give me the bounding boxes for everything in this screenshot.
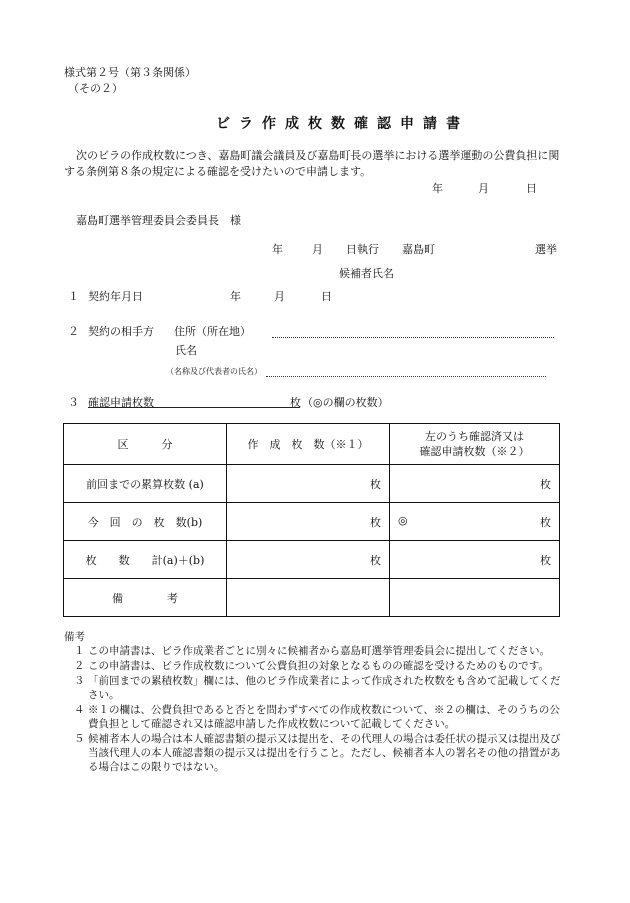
double-circle-mark: ◎: [398, 513, 408, 527]
addressee: 嘉島町選挙管理委員会委員長 様: [76, 214, 241, 227]
header-confirmed-line2: 確認申請枚数（※２）: [419, 445, 530, 458]
remarks-confirmed-cell[interactable]: [390, 579, 560, 617]
date-year: 年: [432, 182, 443, 195]
row-created-unit[interactable]: 枚: [227, 465, 390, 503]
note-number: ４: [74, 704, 85, 716]
header-confirmed-line1: 左のうち確認済又は: [425, 430, 524, 443]
party-name-line[interactable]: [266, 376, 546, 377]
election-town: 嘉島町: [402, 243, 435, 256]
row-created-unit[interactable]: 枚: [227, 541, 390, 579]
header-confirmed-count: [390, 424, 560, 465]
note-item: [64, 674, 569, 702]
requested-count-note: （◎の欄の枚数）: [302, 396, 389, 409]
note-text: この申請書は、ビラ作成業者ごとに別々に候補者から嘉島町選挙管理委員会に提出してください。: [88, 645, 550, 657]
note-text: ※１の欄は、公費負担であると否とを問わずすべての作成枚数について、※２の欄は、そのうちの公費負担として確認され又は確認申請した作成枚数について記載してください。: [88, 704, 560, 730]
table-header-row: [64, 424, 560, 465]
candidate-name-label: 候補者氏名: [339, 267, 394, 280]
row-created-unit[interactable]: 枚: [227, 503, 390, 541]
note-text: 「前回までの累積枚数」欄には、他のビラ作成業者によって作成された枚数をも含めて記載してください。: [88, 675, 561, 701]
count-table: [63, 423, 560, 617]
contract-day: 日: [321, 290, 332, 303]
document-title: ビラ作成枚数確認申請書: [216, 116, 469, 132]
note-number: １: [74, 645, 85, 657]
election-year: 年: [272, 243, 283, 256]
row-confirmed-unit: 枚: [540, 515, 551, 529]
requested-count-label: 確認申請枚数: [88, 396, 154, 409]
header-category: 区 分: [64, 424, 227, 465]
note-item: [64, 659, 569, 673]
election-day-held: 日執行: [346, 243, 379, 256]
table-row: [64, 465, 560, 503]
note-number: ２: [74, 660, 85, 672]
address-label: 住所（所在地）: [174, 325, 251, 338]
form-subnumber: （その２）: [68, 82, 123, 95]
row-label: 枚 数 計(a)＋(b): [64, 541, 227, 579]
contract-date-label: 契約年月日: [88, 290, 143, 303]
remarks-label: 備 考: [64, 579, 227, 617]
note-number: ５: [74, 733, 85, 745]
row-label: 前回までの累算枚数 (a): [64, 465, 227, 503]
remarks-created-cell[interactable]: [227, 579, 390, 617]
notes-section: [64, 630, 569, 775]
note-text: この申請書は、ビラ作成枚数について公費負担の対象となるものの確認を受けるためのものです。: [88, 660, 549, 672]
table-row: [64, 579, 560, 617]
table-row: [64, 503, 560, 541]
requested-count-line[interactable]: [88, 407, 300, 408]
row-confirmed-cell[interactable]: [390, 465, 560, 503]
note-number: ３: [74, 675, 85, 687]
intro-paragraph: 次のビラの作成枚数につき、嘉島町議会議員及び嘉島町長の選挙における選挙運動の公費負担に関する条例第８条の規定による確認を受けたいので申請します。: [64, 149, 560, 178]
party-name-label: 氏名: [175, 344, 197, 357]
requested-count-unit: 枚: [290, 396, 301, 409]
item2-number: ２: [68, 325, 79, 338]
note-item: [64, 644, 569, 658]
date-day: 日: [526, 182, 537, 195]
contract-party-label: 契約の相手方: [88, 325, 154, 338]
item1-number: １: [68, 290, 79, 303]
notes-title: 備考: [64, 631, 85, 643]
item3-number: ３: [68, 396, 79, 409]
row-confirmed-cell[interactable]: [390, 541, 560, 579]
row-confirmed-cell[interactable]: [390, 503, 560, 541]
election-month: 月: [312, 243, 323, 256]
header-created-count: 作 成 枚 数（※１）: [227, 424, 390, 465]
row-confirmed-unit: 枚: [540, 477, 551, 491]
row-label: 今 回 の 枚 数(b): [64, 503, 227, 541]
date-month: 月: [478, 182, 489, 195]
table-row: [64, 541, 560, 579]
party-name-note: （名称及び代表者の氏名）: [166, 367, 262, 376]
contract-month: 月: [274, 290, 285, 303]
form-number: 様式第２号（第３条関係）: [64, 66, 196, 79]
election-type: 選挙: [535, 243, 557, 256]
contract-year: 年: [230, 290, 241, 303]
address-line[interactable]: [272, 337, 554, 338]
note-item: [64, 732, 569, 774]
note-text: 候補者本人の場合は本人確認書類の提示又は提出を、その代理人の場合は委任状の提示又は提出及び当該代理人の本人確認書類の提示又は提出を行うこと。ただし、候補者本人の署名その他の措置がある場合はこの限りではない。: [88, 733, 561, 773]
note-item: [64, 703, 569, 731]
row-confirmed-unit: 枚: [540, 553, 551, 567]
